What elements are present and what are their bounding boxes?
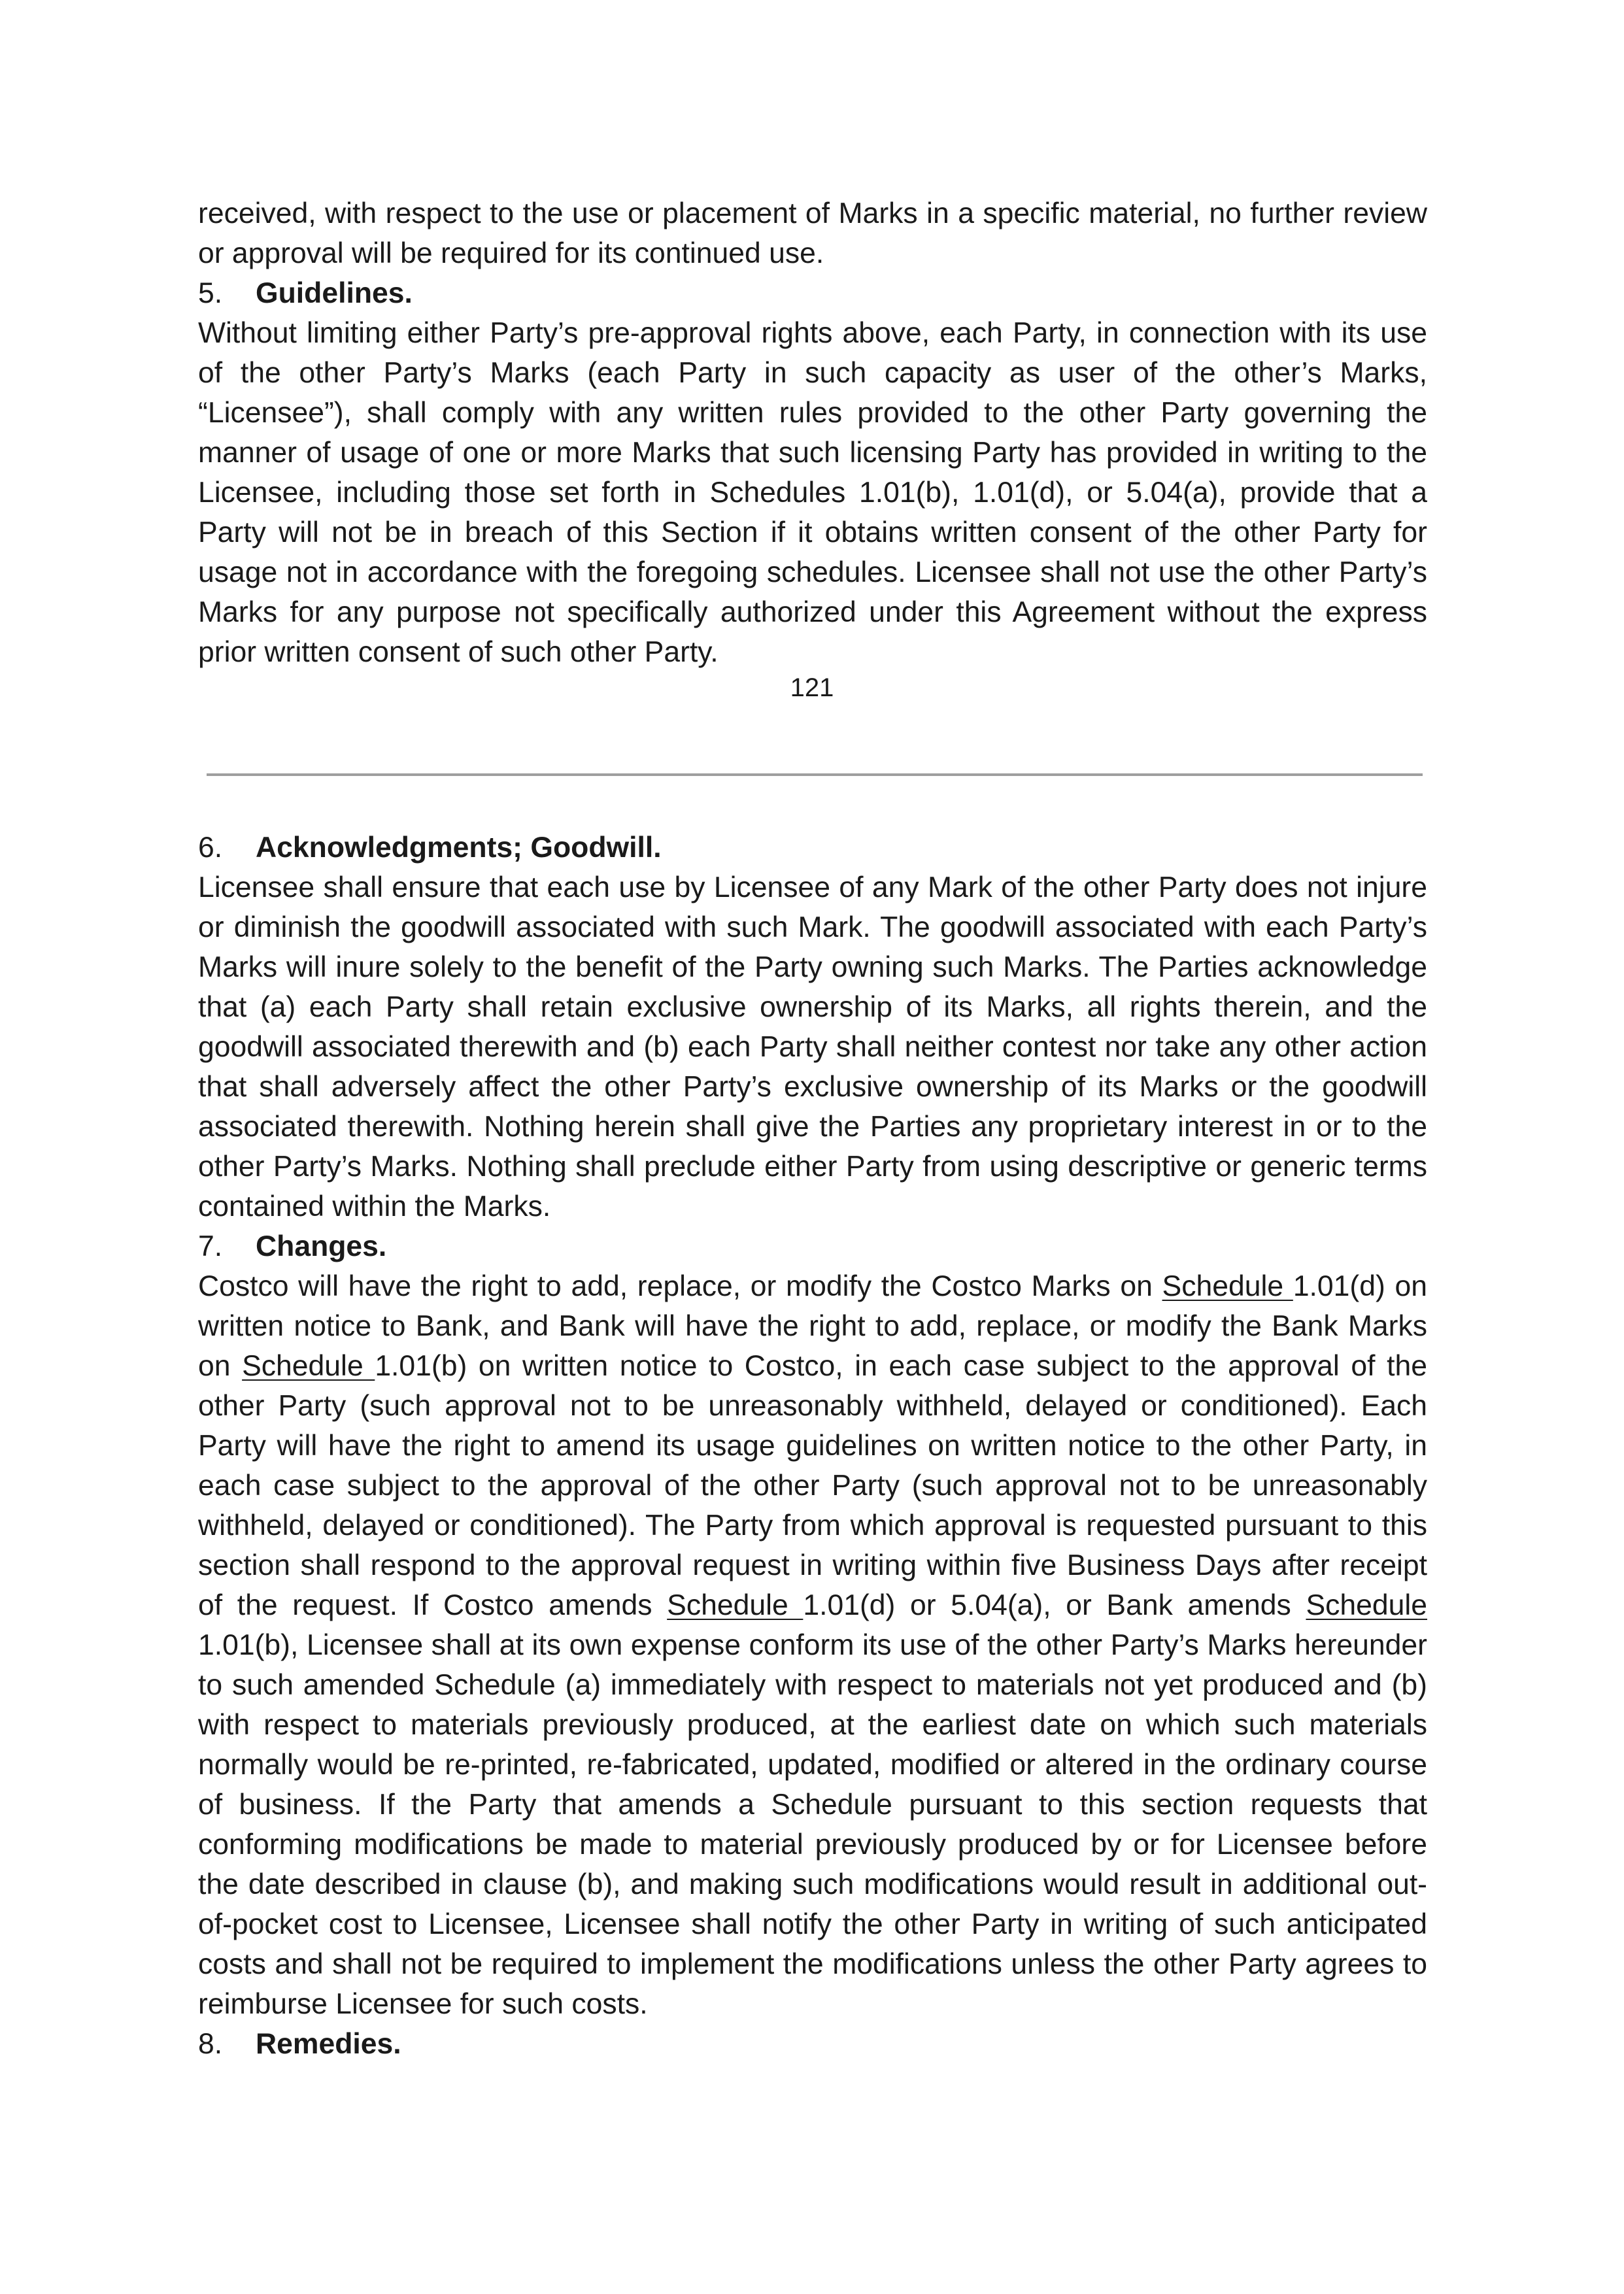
- page-divider: [207, 773, 1423, 776]
- schedule-link-4[interactable]: Schedule: [1306, 1589, 1427, 1621]
- page-number: 121: [790, 673, 834, 702]
- section-7-text-3: 1.01(b) on written notice to Costco, in each case subject to the approval of the other Party (such approval not to be unreasonably withheld, delayed or conditioned). Each Party will have the right to amend its usage guidelines on written notice to the other Party, in each case subject to the approval of the other Party (such approval not to be unreasonably withheld, delayed or conditioned). The Party from which approval is requested pursuant to this section shall respond to the approval request in writing within five Business Days after receipt of the request. If Costco amends: [198, 1350, 1427, 1621]
- section-8-title: Remedies.: [256, 2028, 401, 2060]
- section-6-heading: [198, 828, 1427, 868]
- section-7-heading: [198, 1226, 1427, 1266]
- section-5-paragraph: Without limiting either Party’s pre-approval rights above, each Party, in connection with its use of the other Party’s Marks (each Party in such capacity as user of the other’s Marks, “Licensee”), shall comply with any written rules provided to the other Party governing the manner of usage of one or more Marks that such licensing Party has provided in writing to the Licensee, including those set forth in Schedules 1.01(b), 1.01(d), or 5.04(a), provide that a Party will not be in breach of this Section if it obtains written consent of the other Party for usage not in accordance with the foregoing schedules. Licensee shall not use the other Party’s Marks for any purpose not specifically authorized under this Agreement without the express prior written consent of such other Party.: [198, 317, 1427, 668]
- page-2-body: [198, 828, 1427, 2064]
- section-8-heading: [198, 2024, 1427, 2064]
- page-1-body: [198, 194, 1427, 672]
- schedule-link-2[interactable]: Schedule: [242, 1350, 375, 1382]
- section-6-title: Acknowledgments; Goodwill.: [256, 832, 662, 864]
- section-5-heading: [198, 273, 1427, 313]
- section-5-title: Guidelines.: [256, 277, 413, 309]
- schedule-link-3[interactable]: Schedule: [667, 1589, 804, 1621]
- section-6-paragraph: Licensee shall ensure that each use by Licensee of any Mark of the other Party does not injure or diminish the goodwill associated with such Mark. The goodwill associated with each Party’s Marks will inure solely to the benefit of the Party owning such Marks. The Parties acknowledge that (a) each Party shall retain exclusive ownership of its Marks, all rights therein, and the goodwill associated therewith and (b) each Party shall neither contest nor take any other action that shall adversely affect the other Party’s exclusive ownership of its Marks or the goodwill associated therewith. Nothing herein shall give the Parties any proprietary interest in or to the other Party’s Marks. Nothing shall preclude either Party from using descriptive or generic terms contained within the Marks.: [198, 871, 1427, 1223]
- section-7-number: 7.: [198, 1230, 223, 1262]
- section-7-text-4: 1.01(d) or 5.04(a), or Bank amends: [803, 1589, 1306, 1621]
- section-7-paragraph: [198, 1266, 1427, 2024]
- intro-paragraph: received, with respect to the use or placement of Marks in a specific material, no further review or approval will be required for its continued use.: [198, 197, 1427, 269]
- section-7-text-2: 1.01(d) on written notice to Bank, and Bank will have the right to add, replace, or modify the Bank Marks on: [198, 1270, 1427, 1382]
- section-7-text-5: 1.01(b), Licensee shall at its own expense conform its use of the other Party’s Marks hereunder to such amended Schedule (a) immediately with respect to materials not yet produced and (b) with respect to materials previously produced, at the earliest date on which such materials normally would be re-printed, re-fabricated, updated, modified or altered in the ordinary course of business. If the Party that amends a Schedule pursuant to this section requests that conforming modifications be made to material previously produced by or for Licensee before the date described in clause (b), and making such modifications would result in additional out-of-pocket cost to Licensee, Licensee shall notify the other Party in writing of such anticipated costs and shall not be required to implement the modifications unless the other Party agrees to reimburse Licensee for such costs.: [198, 1629, 1427, 2020]
- section-7-text-1: Costco will have the right to add, replace, or modify the Costco Marks on: [198, 1270, 1162, 1302]
- section-5-number: 5.: [198, 277, 223, 309]
- section-8-number: 8.: [198, 2028, 223, 2060]
- schedule-link-1[interactable]: Schedule: [1162, 1270, 1293, 1302]
- section-7-title: Changes.: [256, 1230, 387, 1262]
- section-6-number: 6.: [198, 832, 223, 864]
